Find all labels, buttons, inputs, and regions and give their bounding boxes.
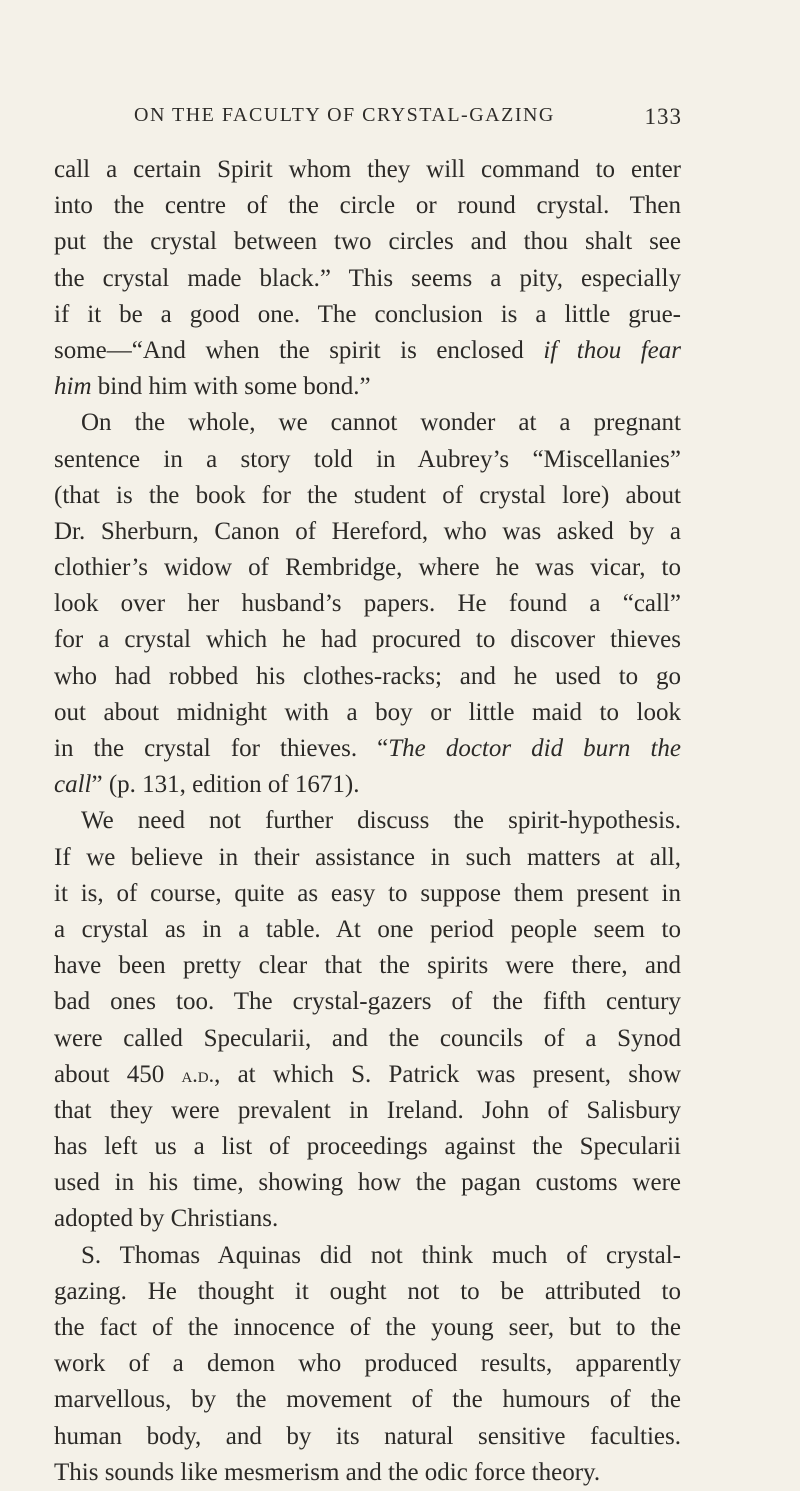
text-line <box>54 912 681 948</box>
text-line <box>54 442 681 478</box>
line-text: bad ones too. The crystal-gazers of the fifth century <box>54 988 681 1016</box>
italic-text: The doctor did burn the <box>388 735 681 762</box>
text-line <box>54 1057 681 1093</box>
small-caps-text: a.d. <box>181 1061 215 1087</box>
line-text: human body, and by its natural sensitive faculties. <box>54 1422 681 1450</box>
text-line <box>54 586 681 622</box>
line-text: were called Specularii, and the councils of a Synod <box>54 1024 681 1052</box>
line-text: We need not further discuss the spirit-hypothesis. <box>81 807 681 835</box>
text-line <box>54 695 681 731</box>
text-line <box>54 840 681 876</box>
line-text: sentence in a story told in Aubrey’s “Miscellanies” <box>54 445 681 473</box>
body-text <box>54 152 681 1491</box>
line-text: for a crystal which he had procured to discover thieves <box>54 626 681 654</box>
text-line <box>54 948 681 984</box>
text-line <box>54 1093 681 1129</box>
text-line <box>54 659 681 695</box>
line-text: This sounds like mesmerism and the odic force theory. <box>54 1458 601 1486</box>
line-text: the fact of the innocence of the young seer, but to the <box>54 1314 681 1341</box>
line-text: gazing. He thought it ought not to be attributed to <box>54 1277 681 1305</box>
running-head <box>134 104 682 144</box>
text-line <box>54 297 681 333</box>
text-line <box>54 1419 681 1455</box>
text-line <box>54 224 681 260</box>
text-line <box>54 1021 681 1057</box>
line-text: out about midnight with a boy or little maid to look <box>54 698 681 726</box>
line-text: If we believe in their assistance in such matters at all, <box>54 843 681 871</box>
text-line <box>54 478 681 514</box>
line-text: S. Thomas Aquinas did not think much of crystal- <box>81 1241 681 1269</box>
line-text: (that is the book for the student of crystal lore) about <box>54 481 681 509</box>
line-text: if it be a good one. The conclusion is a little grue- <box>54 300 681 328</box>
text-line <box>54 261 681 297</box>
text-line <box>54 622 681 658</box>
line-text: put the crystal between two circles and thou shalt see <box>54 228 681 256</box>
running-title: ON THE FACULTY OF CRYSTAL-GAZING <box>134 104 555 126</box>
text-line <box>54 405 681 441</box>
text-line <box>54 1201 681 1237</box>
line-text: Dr. Sherburn, Canon of Hereford, who was asked by a <box>54 517 681 545</box>
text-line <box>54 369 681 405</box>
text-line <box>54 514 681 550</box>
text-line <box>54 1238 681 1274</box>
line-text: On the whole, we cannot wonder at a pregnant <box>81 409 681 437</box>
line-text: has left us a list of proceedings against the Specularii <box>54 1133 681 1161</box>
line-text: who had robbed his clothes-racks; and he used to go <box>54 662 681 690</box>
text-line <box>54 984 681 1020</box>
line-text: have been pretty clear that the spirits were there, and <box>54 952 681 980</box>
text-line <box>54 1165 681 1201</box>
text-line <box>54 1310 681 1346</box>
italic-text: if thou fear <box>543 336 681 364</box>
line-text: adopted by Christians. <box>54 1205 279 1233</box>
italic-text: him <box>54 373 92 401</box>
line-text: look over her husband’s papers. He found a “call” <box>54 590 681 618</box>
line-text: clothier’s widow of Rembridge, where he was vicar, to <box>54 554 681 582</box>
text-line <box>54 1274 681 1310</box>
line-text: ” (p. 131, edition of 1671). <box>91 771 360 799</box>
line-text: that they were prevalent in Ireland. John of Salisbury <box>54 1096 681 1124</box>
line-text: work of a demon who produced results, apparently <box>54 1350 681 1378</box>
line-text: call a certain Spirit whom they will command to enter <box>54 156 681 183</box>
line-text: it is, of course, quite as easy to suppose them present in <box>54 879 681 907</box>
text-line <box>54 1129 681 1165</box>
text-line <box>54 731 681 767</box>
line-text: , at which S. Patrick was present, show <box>214 1060 681 1088</box>
italic-text: call <box>54 771 92 799</box>
text-line <box>54 1382 681 1418</box>
line-text: used in his time, showing how the pagan customs were <box>54 1169 681 1197</box>
page-number: 133 <box>644 104 682 129</box>
line-text: the crystal made black.” This seems a pity, especially <box>54 264 681 292</box>
text-line <box>54 1455 681 1491</box>
line-text: about 450 <box>54 1060 182 1088</box>
line-text: marvellous, by the movement of the humours of the <box>54 1386 681 1414</box>
text-line <box>54 767 681 803</box>
text-line <box>54 333 681 369</box>
line-text: in the crystal for thieves. “ <box>54 735 389 762</box>
text-line <box>54 1346 681 1382</box>
line-text: into the centre of the circle or round crystal. Then <box>54 192 681 220</box>
text-line <box>54 876 681 912</box>
line-text: a crystal as in a table. At one period people seem to <box>54 915 681 943</box>
text-line <box>54 152 681 188</box>
line-text: some—“And when the spirit is enclosed <box>54 336 544 364</box>
text-line <box>54 803 681 839</box>
text-line <box>54 550 681 586</box>
line-text: bind him with some bond.” <box>91 373 371 401</box>
text-line <box>54 188 681 224</box>
